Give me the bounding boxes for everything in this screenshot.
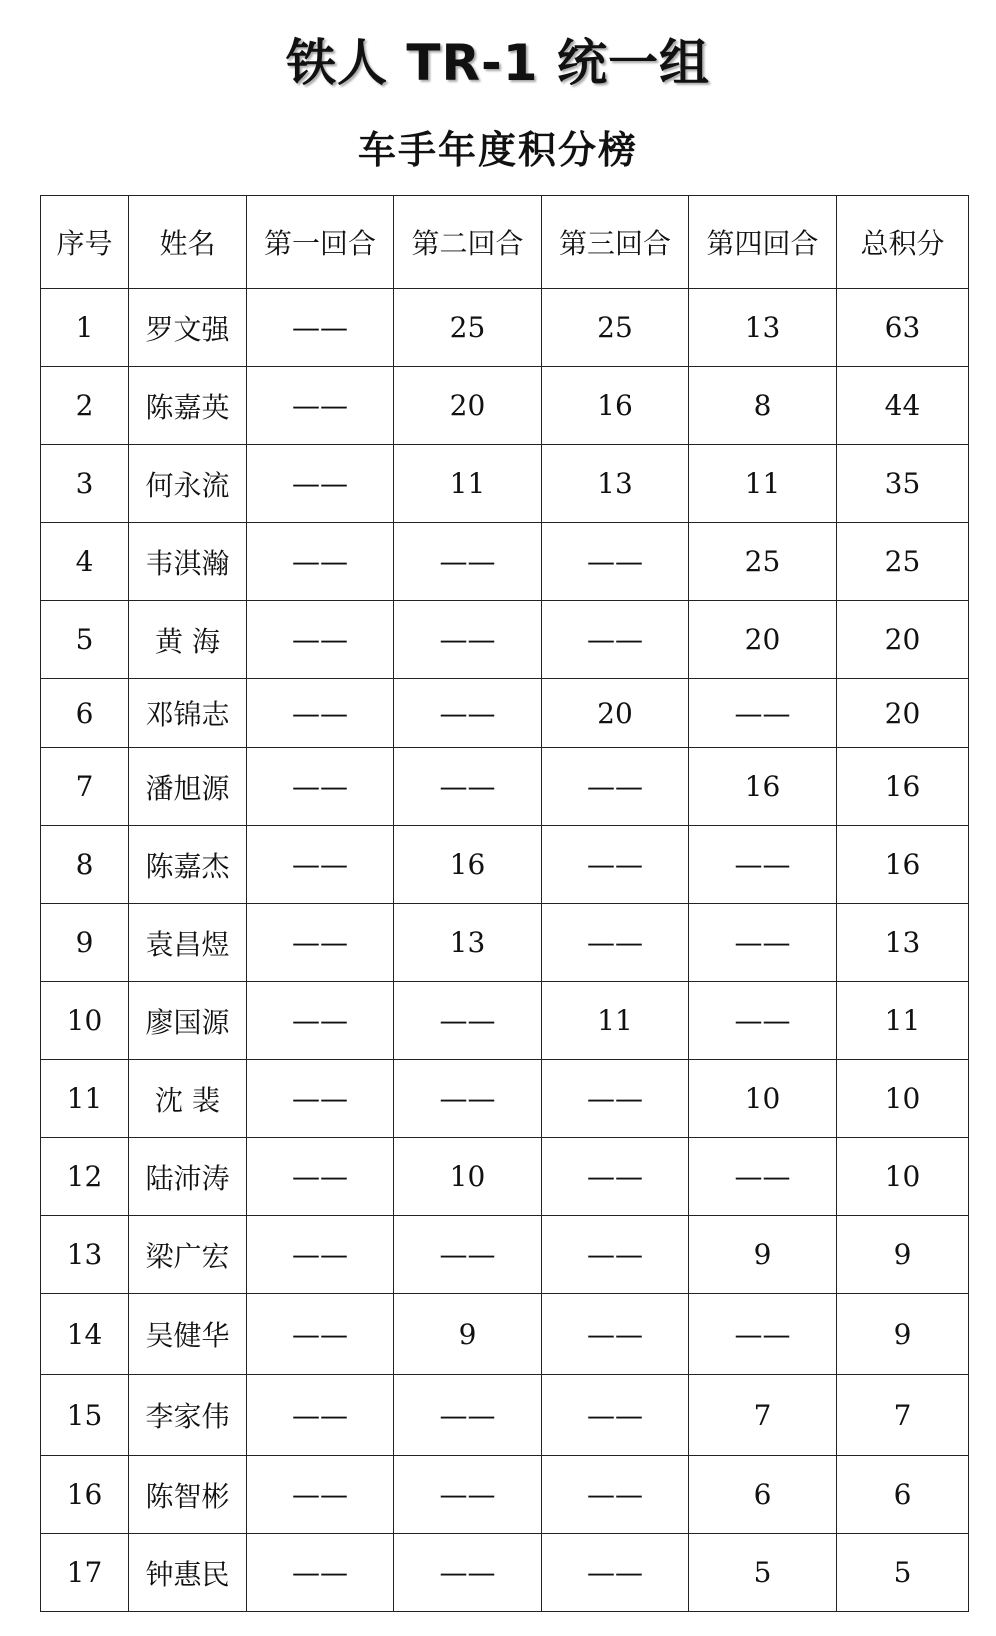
cell-total: 5 [837, 1534, 969, 1612]
cell-round-4: 8 [689, 367, 837, 445]
cell-round-1: —— [247, 367, 394, 445]
cell-round-2: 25 [394, 289, 542, 367]
cell-round-1: —— [247, 826, 394, 904]
cell-idx: 5 [41, 601, 129, 679]
cell-idx: 7 [41, 748, 129, 826]
cell-name: 梁广宏 [129, 1216, 247, 1294]
table-row [41, 826, 969, 904]
cell-round-1: —— [247, 1216, 394, 1294]
cell-total: 10 [837, 1138, 969, 1216]
cell-round-3: —— [542, 1375, 689, 1456]
cell-total: 44 [837, 367, 969, 445]
table-row [41, 1060, 969, 1138]
cell-name: 邓锦志 [129, 679, 247, 748]
cell-round-4: 5 [689, 1534, 837, 1612]
table-row [41, 1294, 969, 1375]
cell-idx: 8 [41, 826, 129, 904]
table-row [41, 289, 969, 367]
cell-round-4: 7 [689, 1375, 837, 1456]
cell-round-4: 16 [689, 748, 837, 826]
cell-name: 黄 海 [129, 601, 247, 679]
cell-name: 陆沛涛 [129, 1138, 247, 1216]
cell-name: 吴健华 [129, 1294, 247, 1375]
cell-round-1: —— [247, 1375, 394, 1456]
cell-round-2: —— [394, 679, 542, 748]
cell-total: 6 [837, 1456, 969, 1534]
table-row [41, 445, 969, 523]
cell-name: 陈嘉杰 [129, 826, 247, 904]
cell-round-2: 9 [394, 1294, 542, 1375]
header-round-1: 第一回合 [247, 196, 394, 289]
cell-round-3: —— [542, 523, 689, 601]
cell-round-3: 13 [542, 445, 689, 523]
page-subtitle: 车手年度积分榜 [357, 127, 638, 172]
cell-name: 何永流 [129, 445, 247, 523]
header-name: 姓名 [129, 196, 247, 289]
cell-round-4: 11 [689, 445, 837, 523]
cell-round-3: 20 [542, 679, 689, 748]
cell-total: 10 [837, 1060, 969, 1138]
header-idx: 序号 [41, 196, 129, 289]
cell-idx: 16 [41, 1456, 129, 1534]
cell-name: 袁昌煜 [129, 904, 247, 982]
cell-round-1: —— [247, 601, 394, 679]
cell-name: 李家伟 [129, 1375, 247, 1456]
cell-total: 16 [837, 748, 969, 826]
header-row [41, 196, 969, 289]
cell-name: 沈 裴 [129, 1060, 247, 1138]
header-total: 总积分 [837, 196, 969, 289]
cell-round-2: —— [394, 1060, 542, 1138]
cell-round-2: —— [394, 748, 542, 826]
cell-round-2: —— [394, 1216, 542, 1294]
table-row [41, 367, 969, 445]
standings-table [40, 195, 969, 1612]
table-row [41, 523, 969, 601]
cell-round-4: 20 [689, 601, 837, 679]
cell-round-2: 13 [394, 904, 542, 982]
table-row [41, 982, 969, 1060]
cell-idx: 4 [41, 523, 129, 601]
cell-round-2: 11 [394, 445, 542, 523]
cell-round-1: —— [247, 748, 394, 826]
table-row [41, 1216, 969, 1294]
cell-name: 陈智彬 [129, 1456, 247, 1534]
table-body [41, 289, 969, 1612]
cell-round-1: —— [247, 523, 394, 601]
page-title: 铁人 TR-1 统一组 [286, 34, 710, 92]
cell-round-2: —— [394, 1456, 542, 1534]
cell-round-1: —— [247, 679, 394, 748]
cell-round-1: —— [247, 904, 394, 982]
cell-round-1: —— [247, 1456, 394, 1534]
cell-total: 25 [837, 523, 969, 601]
cell-idx: 10 [41, 982, 129, 1060]
cell-round-4: 6 [689, 1456, 837, 1534]
cell-total: 20 [837, 679, 969, 748]
cell-name: 陈嘉英 [129, 367, 247, 445]
cell-total: 63 [837, 289, 969, 367]
cell-round-3: —— [542, 1294, 689, 1375]
cell-round-1: —— [247, 1294, 394, 1375]
cell-round-1: —— [247, 1138, 394, 1216]
cell-round-3: 16 [542, 367, 689, 445]
cell-name: 韦淇瀚 [129, 523, 247, 601]
cell-idx: 11 [41, 1060, 129, 1138]
cell-round-3: —— [542, 1138, 689, 1216]
table-row [41, 1534, 969, 1612]
cell-round-3: —— [542, 1534, 689, 1612]
cell-round-4: —— [689, 904, 837, 982]
cell-idx: 14 [41, 1294, 129, 1375]
cell-round-1: —— [247, 1534, 394, 1612]
cell-round-4: 13 [689, 289, 837, 367]
cell-total: 35 [837, 445, 969, 523]
cell-round-2: —— [394, 982, 542, 1060]
cell-total: 9 [837, 1294, 969, 1375]
cell-round-2: 16 [394, 826, 542, 904]
cell-idx: 12 [41, 1138, 129, 1216]
cell-round-3: —— [542, 1216, 689, 1294]
cell-idx: 9 [41, 904, 129, 982]
cell-idx: 6 [41, 679, 129, 748]
cell-round-3: —— [542, 748, 689, 826]
table-row [41, 679, 969, 748]
cell-round-4: —— [689, 679, 837, 748]
table-row [41, 1456, 969, 1534]
cell-round-1: —— [247, 982, 394, 1060]
cell-round-2: —— [394, 1375, 542, 1456]
table-row [41, 1138, 969, 1216]
cell-round-1: —— [247, 445, 394, 523]
table-row [41, 601, 969, 679]
cell-round-1: —— [247, 1060, 394, 1138]
cell-round-3: —— [542, 826, 689, 904]
cell-round-4: —— [689, 826, 837, 904]
header-round-2: 第二回合 [394, 196, 542, 289]
cell-total: 11 [837, 982, 969, 1060]
table-row [41, 904, 969, 982]
header-round-3: 第三回合 [542, 196, 689, 289]
cell-idx: 17 [41, 1534, 129, 1612]
cell-round-4: 9 [689, 1216, 837, 1294]
cell-round-4: 25 [689, 523, 837, 601]
cell-round-2: 20 [394, 367, 542, 445]
cell-total: 13 [837, 904, 969, 982]
cell-total: 7 [837, 1375, 969, 1456]
cell-round-2: —— [394, 523, 542, 601]
cell-idx: 2 [41, 367, 129, 445]
cell-round-4: —— [689, 1138, 837, 1216]
header-round-4: 第四回合 [689, 196, 837, 289]
cell-name: 钟惠民 [129, 1534, 247, 1612]
cell-name: 潘旭源 [129, 748, 247, 826]
cell-round-3: —— [542, 1060, 689, 1138]
cell-idx: 3 [41, 445, 129, 523]
cell-round-1: —— [247, 289, 394, 367]
cell-round-4: —— [689, 982, 837, 1060]
cell-round-2: —— [394, 1534, 542, 1612]
cell-round-4: 10 [689, 1060, 837, 1138]
cell-round-2: —— [394, 601, 542, 679]
cell-idx: 15 [41, 1375, 129, 1456]
cell-idx: 1 [41, 289, 129, 367]
cell-total: 9 [837, 1216, 969, 1294]
cell-total: 16 [837, 826, 969, 904]
cell-name: 罗文强 [129, 289, 247, 367]
cell-round-3: —— [542, 904, 689, 982]
cell-idx: 13 [41, 1216, 129, 1294]
cell-name: 廖国源 [129, 982, 247, 1060]
cell-round-4: —— [689, 1294, 837, 1375]
table-row [41, 1375, 969, 1456]
cell-total: 20 [837, 601, 969, 679]
cell-round-2: 10 [394, 1138, 542, 1216]
table-row [41, 748, 969, 826]
cell-round-3: —— [542, 1456, 689, 1534]
cell-round-3: —— [542, 601, 689, 679]
cell-round-3: 25 [542, 289, 689, 367]
cell-round-3: 11 [542, 982, 689, 1060]
